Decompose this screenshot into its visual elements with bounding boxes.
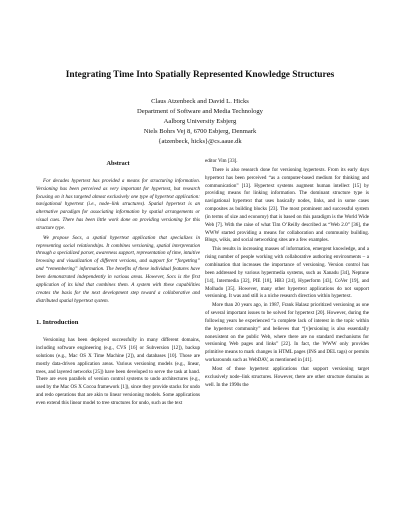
author-block	[60, 97, 340, 147]
author-email: {atzenbeck, hicks}@cs.aaue.dk	[158, 138, 242, 145]
author-department: Department of Software and Media Technology	[137, 108, 263, 115]
paper-title: Integrating Time Into Spatially Represented Knowledge Structures	[65, 70, 335, 80]
abstract-heading: Abstract	[106, 160, 130, 167]
body-paragraph: More than 20 years ago, in 1987, Frank Halasz prioritized versioning as one of several important issues to be solved for hypertext [20]. However, during the following years he experienced “a complete lack of interest in the topic within the hypertext community” and believes that “[v]ersioning is also essentially nonexistent on the public Web, where there are no standard mechanisms for versioning Web pages and links” [22]. In fact, the WWW only provides primitive means to mark changes in HTML pages (INS and DEL tags) or permits workarounds such as WebDAV, as mentioned in [41].	[205, 302, 369, 364]
section-heading-introduction: 1. Introduction	[36, 319, 79, 327]
body-paragraph: Most of those hypertext applications that support versioning target exclusively node–link structures. However, there are other structure domains as well. In the 1990s the	[205, 365, 369, 388]
left-column	[36, 160, 200, 408]
body-paragraph: editor Vim [33].	[205, 158, 238, 164]
body-paragraph: This results in increasing masses of information, emergent knowledge, and a rising number of people working with collaborative authoring environments – a combination that increases the importance of versioning. Version control has been addressed by various hypermedia systems, such as Xanadu [34], Neptune [14], Intermedia [32], PIE [18], HB3 [24], Hyperform [43], CoVer [19], and Molhado [35]. However, many other hypertext applications do not support versioning. It was and still is a niche research direction within hypertext.	[205, 246, 369, 300]
abstract-paragraph: We propose Socs, a spatial hypertext application that specializes in representing social relationships. It combines versioning, spatial interpretation through a specialized parser, awareness support, representation of time, intuitive browsing and visualization of different versions, and support for “forgetting” and “remembering” information. The benefits of these individual features have been demonstrated independently in various areas. However, Socs is the first application of its kind that combines them. A system with these capabilities creates the basis for the next development step toward a collaborative and distributed spatial hypertext system.	[36, 234, 200, 304]
author-university: Aalborg University Esbjerg	[163, 118, 237, 125]
right-column	[205, 158, 369, 389]
author-names: Claus Atzenbeck and David L. Hicks	[151, 98, 249, 105]
author-address: Niels Bohrs Vej 8, 6700 Esbjerg, Denmark	[143, 128, 257, 135]
body-paragraph: There is also research done for versioning hypertexts. From its early days hypertext has been perceived “as a computer-based medium for thinking and communication” [13]. Hypertext systems augment human intellect [15] by providing means for linking information. The dominant structure type is navigational hypertext that uses basically nodes, links, and in some cases composites as building blocks [23]. The most prominent and successful system (in terms of size and economy) that is based on this paradigm is the World Wide Web [7]. With the raise of what Tim O’Reilly described as “Web 2.0” [36], the WWW started providing a means for collaboration and community building. Blogs, wikis, and social networking sites are a few examples.	[205, 166, 369, 244]
abstract-paragraph: For decades hypertext has provided a means for structuring information. Versioning has been perceived as very important for hypertext, but research focusing on it has targeted almost exclusively one type of hypertext application: navigational hypertext (i.e., node–link structures). Spatial hypertext is an alternative paradigm for associating information by spatial arrangements or visual cues. There has been little work done on providing versioning for this structure type.	[36, 177, 200, 231]
body-paragraph: Versioning has been deployed successfully in many different domains, including software engineering (e.g., CVS [16] or Subversion [12]), backup solutions (e.g., Mac OS X Time Machine [2]), and databases [10]. Those are mostly data-driven application areas. Various versioning models (e.g., linear, trees, and layered networks [25]) have been developed to serve the task at hand. There are even parallels of version control systems to undo architectures (e.g., used by the Mac OS X Cocoa framework [1]), since they provide stacks for undo and redo operations that are akin to linear versioning models. Some applications even extend this linear model to tree structures for undo, such as the text	[36, 337, 200, 406]
